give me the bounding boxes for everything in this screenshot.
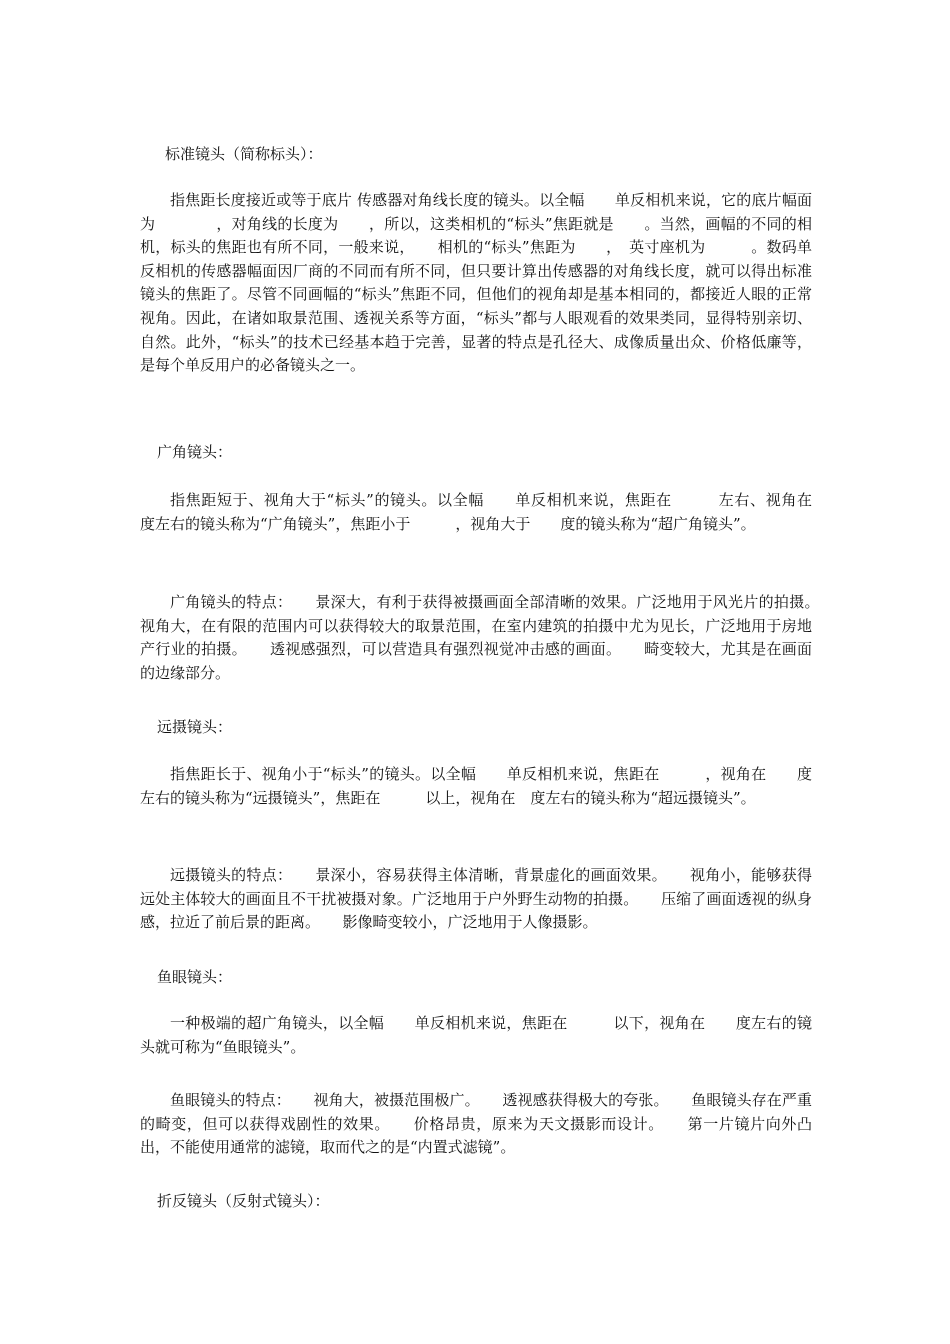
section-heading-standard-lens: 标准镜头（简称标头）：	[165, 145, 323, 163]
paragraph-fisheye-definition: 一种极端的超广角镜头，以全幅 单反相机来说，焦距在 以下，视角在 度左右的镜头就可称为“鱼眼镜头”。	[140, 1014, 812, 1056]
paragraph-telephoto-features: 远摄镜头的特点： 景深小，容易获得主体清晰，背景虚化的画面效果。 视角小，能够获得远处主体较大的画面且不干扰被摄对象。广泛地用于户外野生动物的拍摄。 压缩了画面透视的纵身感，拉近了前后景的距离。 影像畸变较小，广泛地用于人像摄影。	[140, 866, 812, 932]
section-heading-telephoto-lens: 远摄镜头：	[157, 718, 233, 736]
section-heading-catadioptric-lens: 折反镜头（反射式镜头）：	[157, 1192, 330, 1210]
section-heading-fisheye-lens: 鱼眼镜头：	[157, 968, 233, 986]
paragraph-fisheye-features: 鱼眼镜头的特点： 视角大，被摄范围极广。 透视感获得极大的夸张。 鱼眼镜头存在严重的畸变，但可以获得戏剧性的效果。 价格昂贵，原来为天文摄影而设计。 第一片镜片向外凸出，不能使用通常的滤镜，取而代之的是“内置式滤镜”。	[140, 1091, 812, 1157]
paragraph-wide-angle-features: 广角镜头的特点： 景深大，有利于获得被摄画面全部清晰的效果。广泛地用于风光片的拍摄。 视角大，在有限的范围内可以获得较大的取景范围，在室内建筑的拍摄中尤为见长，广泛地用于房地产行业的拍摄。 透视感强烈，可以营造具有强烈视觉冲击感的画面。 畸变较大，尤其是在画面的边缘部分。	[140, 593, 843, 682]
section-heading-wide-angle-lens: 广角镜头：	[157, 443, 233, 461]
paragraph-wide-angle-definition: 指焦距短于、视角大于“标头”的镜头。以全幅 单反相机来说，焦距在 左右、视角在 度左右的镜头称为“广角镜头”，焦距小于 ，视角大于 度的镜头称为“超广角镜头”。	[140, 491, 843, 533]
paragraph-standard-lens-definition: 指焦距长度接近或等于底片 传感器对角线长度的镜头。以全幅 单反相机来说，它的底片幅面为 ，对角线的长度为 ，所以，这类相机的“标头”焦距就是 。当然，画幅的不同的相机，标头的焦距也有所不同，一般来说， 相机的“标头”焦距为 ， 英寸座机为 。数码单反相机的传感器幅面因厂商的不同而有所不同，但只要计算出传感器的对角线长度，就可以得出标准镜头的焦距了。尽管不同画幅的“标头”焦距不同，但他们的视角却是基本相同的，都接近人眼的正常视角。因此，在诸如取景范围、透视关系等方面，“标头”都与人眼观看的效果类同，显得特别亲切、自然。此外，“标头”的技术已经基本趋于完善，显著的特点是孔径大、成像质量出众、价格低廉等，是每个单反用户的必备镜头之一。	[140, 191, 812, 375]
paragraph-telephoto-definition: 指焦距长于、视角小于“标头”的镜头。以全幅 单反相机来说，焦距在 ，视角在 度左右的镜头称为“远摄镜头”，焦距在 以上，视角在 度左右的镜头称为“超远摄镜头”。	[140, 765, 812, 807]
